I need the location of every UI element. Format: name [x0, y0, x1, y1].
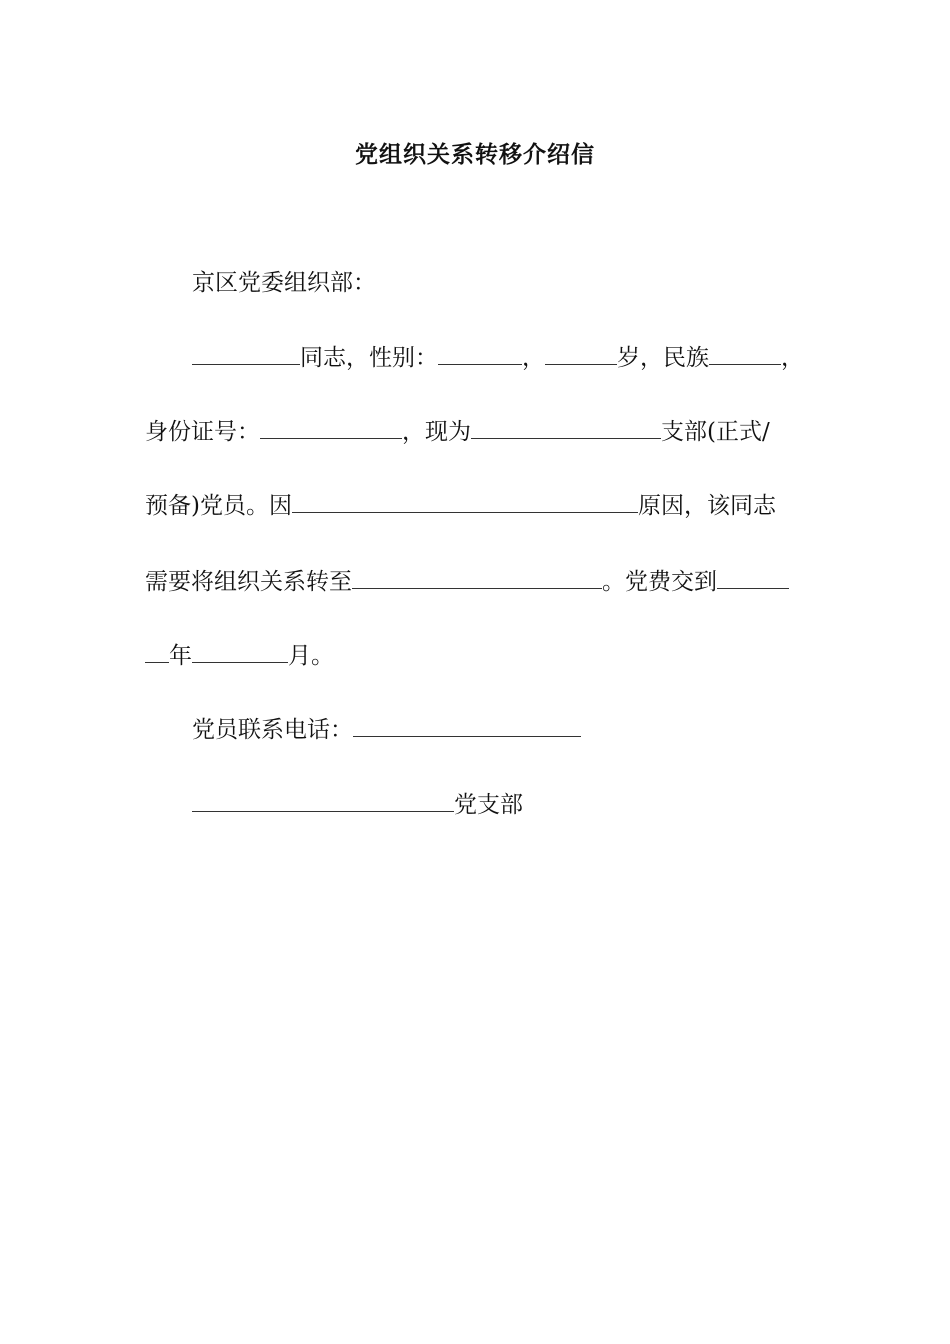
body-text: ，: [522, 345, 545, 371]
dues-year-blank-part1[interactable]: [717, 568, 789, 589]
contact-label: 党员联系电话：: [192, 717, 353, 743]
contact-line: [192, 711, 872, 744]
body-text: 需要将组织关系转至: [145, 569, 352, 595]
body-text: 同志，性别：: [300, 345, 438, 371]
gender-blank[interactable]: [438, 344, 522, 365]
body-text: 原因，该同志: [637, 493, 776, 519]
body-text: ，现为: [402, 419, 471, 445]
body-line-3: [145, 487, 825, 520]
body-text: 岁，民族: [617, 345, 709, 371]
dues-month-blank[interactable]: [192, 642, 288, 663]
dues-year-blank-part2[interactable]: [145, 642, 169, 663]
body-line-5: [145, 637, 825, 670]
body-text: ，: [781, 345, 804, 371]
branch-name-blank[interactable]: [192, 791, 454, 812]
body-text: 预备)党员。因: [145, 493, 292, 519]
salutation: 京区党委组织部：: [192, 270, 376, 296]
body-text: 。党费交到: [602, 569, 717, 595]
ethnicity-blank[interactable]: [709, 344, 781, 365]
body-text: 年: [169, 643, 192, 669]
destination-blank[interactable]: [352, 568, 602, 589]
document-title: 党组织关系转移介绍信: [355, 141, 595, 168]
age-blank[interactable]: [545, 344, 617, 365]
body-line-1: [192, 339, 872, 372]
body-line-4: [145, 563, 825, 596]
body-text: 月。: [288, 643, 334, 669]
body-text: 支部(正式/: [661, 419, 770, 445]
body-text: 身份证号：: [145, 419, 260, 445]
signature-line: [192, 786, 872, 819]
branch-blank[interactable]: [471, 418, 661, 439]
name-blank[interactable]: [192, 344, 300, 365]
signature-label: 党支部: [454, 792, 523, 818]
phone-blank[interactable]: [353, 716, 581, 737]
reason-blank[interactable]: [292, 492, 638, 513]
id-number-blank[interactable]: [260, 418, 402, 439]
body-line-2: [145, 413, 825, 446]
